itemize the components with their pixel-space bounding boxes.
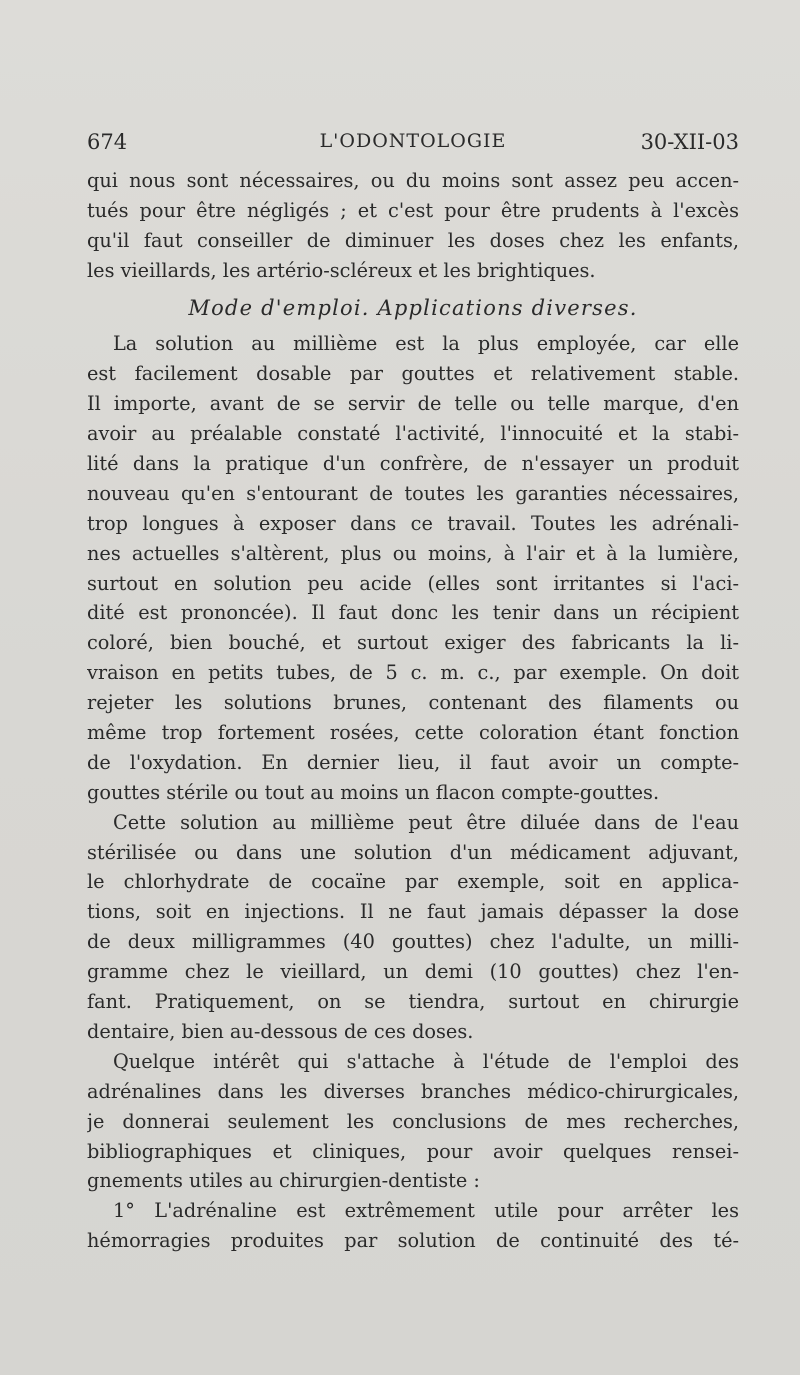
text-line: gouttes stérile ou tout au moins un flacon compte-gouttes. <box>87 780 660 804</box>
page-number: 674 <box>87 130 128 154</box>
issue-date: 30-XII-03 <box>640 130 739 154</box>
paragraph <box>87 1196 739 1256</box>
text-line: de deux milligrammes (40 gouttes) chez l'adulte, un milli- <box>87 930 739 954</box>
text-line: surtout en solution peu acide (elles sont irritantes si l'aci- <box>87 571 739 595</box>
text-line: dentaire, bien au-dessous de ces doses. <box>87 1019 474 1043</box>
text-line: trop longues à exposer dans ce travail. Toutes les adrénali- <box>87 511 739 535</box>
text-line: La solution au millième est la plus employée, car elle <box>113 332 739 356</box>
body-text <box>87 166 739 1256</box>
text-line: les vieillards, les artério-scléreux et les brightiques. <box>87 258 596 282</box>
text-line: je donnerai seulement les conclusions de mes recherches, <box>87 1109 739 1133</box>
text-line: stérilisée ou dans une solution d'un médicament adjuvant, <box>87 840 739 864</box>
text-line: gramme chez le vieillard, un demi (10 gouttes) chez l'en- <box>87 960 739 984</box>
text-line: Quelque intérêt qui s'attache à l'étude de l'emploi des <box>113 1049 739 1073</box>
text-line: adrénalines dans les diverses branches médico-chirurgicales, <box>87 1079 739 1103</box>
paragraph <box>87 166 739 286</box>
text-line: rejeter les solutions brunes, contenant des filaments ou <box>87 691 739 715</box>
text-line: bibliographiques et cliniques, pour avoir quelques rensei- <box>87 1139 739 1163</box>
text-line: est facilement dosable par gouttes et relativement stable. <box>87 362 739 386</box>
text-line: tués pour être négligés ; et c'est pour être prudents à l'excès <box>87 198 739 222</box>
text-line: Il importe, avant de se servir de telle ou telle marque, d'en <box>87 392 739 416</box>
text-line: fant. Pratiquement, on se tiendra, surtout en chirurgie <box>87 990 739 1014</box>
text-line: gnements utiles au chirurgien-dentiste : <box>87 1169 480 1193</box>
text-line: vraison en petits tubes, de 5 c. m. c., par exemple. On doit <box>87 661 739 685</box>
text-line: nes actuelles s'altèrent, plus ou moins, à l'air et à la lumière, <box>87 541 739 565</box>
text-line: le chlorhydrate de cocaïne par exemple, soit en applica- <box>87 870 739 894</box>
paragraph <box>87 808 739 1047</box>
text-line: avoir au préalable constaté l'activité, l'innocuité et la stabi- <box>87 422 739 446</box>
section-title: Mode d'emploi. Applications diverses. <box>188 295 638 320</box>
text-line: de l'oxydation. En dernier lieu, il faut avoir un compte- <box>87 750 739 774</box>
text-line: Cette solution au millième peut être diluée dans de l'eau <box>113 810 739 834</box>
text-line: 1° L'adrénaline est extrêmement utile pour arrêter les <box>113 1199 739 1223</box>
text-line: qu'il faut conseiller de diminuer les doses chez les enfants, <box>87 228 739 252</box>
text-line: hémorragies produites par solution de continuité des té- <box>87 1229 739 1253</box>
text-line: tions, soit en injections. Il ne faut jamais dépasser la dose <box>87 900 739 924</box>
journal-title: L'ODONTOLOGIE <box>319 130 507 152</box>
paragraph <box>87 329 739 807</box>
text-line: même trop fortement rosées, cette coloration étant fonction <box>87 721 739 745</box>
text-line: qui nous sont nécessaires, ou du moins sont assez peu accen- <box>87 169 739 192</box>
text-line: coloré, bien bouché, et surtout exiger des fabricants la li- <box>87 631 739 655</box>
text-line: lité dans la pratique d'un confrère, de n'essayer un produit <box>87 452 739 476</box>
text-line: dité est prononcée). Il faut donc les tenir dans un récipient <box>87 601 739 625</box>
running-header <box>87 130 739 160</box>
text-line: nouveau qu'en s'entourant de toutes les garanties nécessaires, <box>87 481 739 505</box>
paragraph <box>87 1047 739 1196</box>
